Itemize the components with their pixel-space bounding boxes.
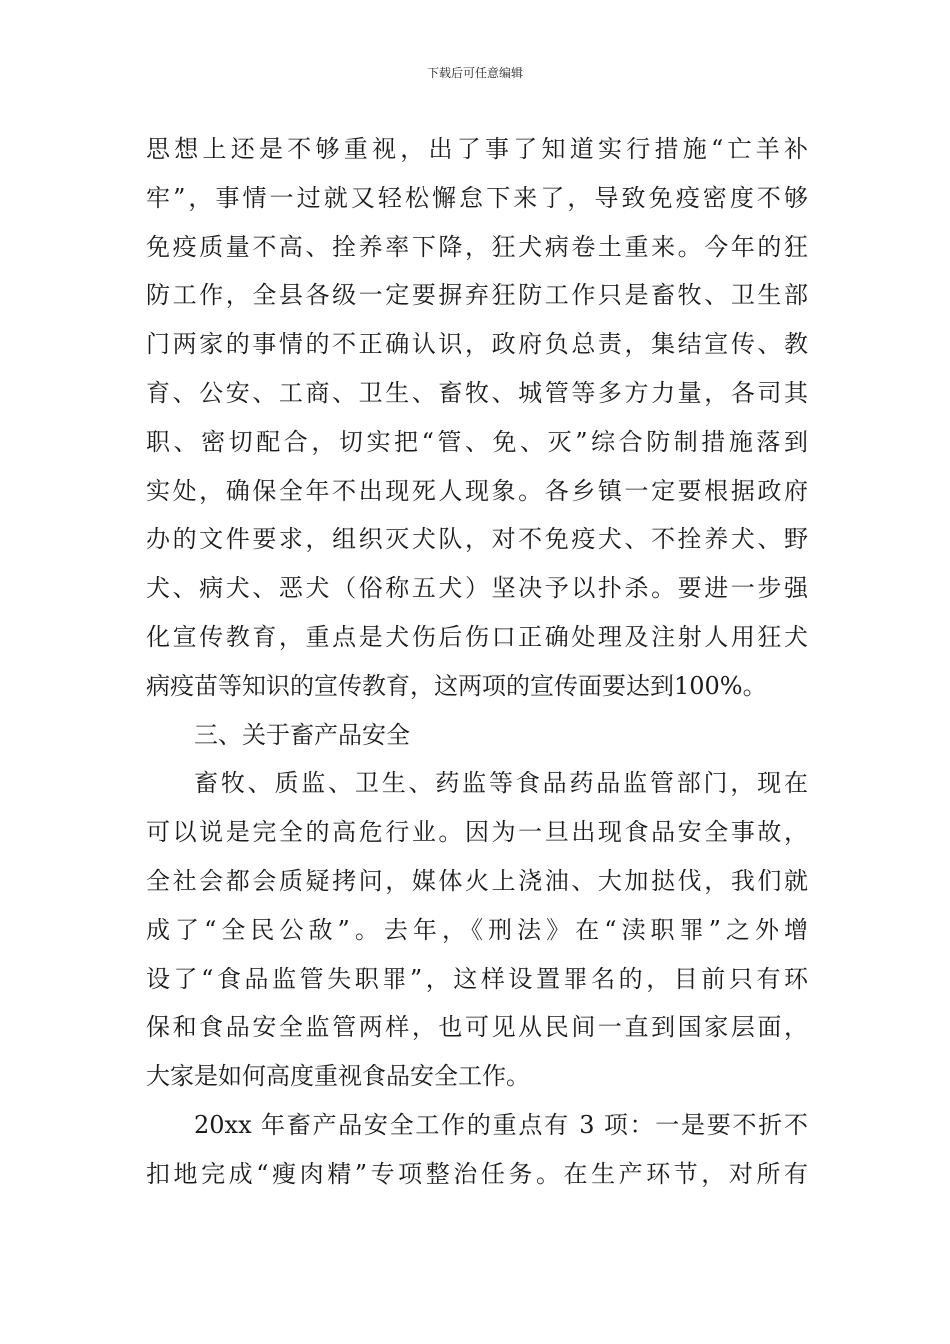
text-line: 保和食品安全监管两样，也可见从民间一直到国家层面，	[146, 1013, 808, 1042]
text-line: 病疫苗等知识的宣传教育，这两项的宣传面要达到100%。	[146, 671, 767, 700]
text-line: 门两家的事情的不正确认识，政府负总责，集结宣传、教	[146, 330, 808, 359]
text-line: 化宣传教育，重点是犬伤后伤口正确处理及注射人用狂犬	[146, 622, 808, 651]
text-line: 可以说是完全的高危行业。因为一旦出现食品安全事故，	[146, 818, 808, 847]
text-line: 扣地完成“瘦肉精”专项整治任务。在生产环节，对所有	[146, 1159, 808, 1188]
text-line: 全社会都会质疑拷问，媒体火上浇油、大加挞伐，我们就	[146, 866, 808, 895]
text-line: 犬、病犬、恶犬（俗称五犬）坚决予以扑杀。要进一步强	[146, 574, 808, 603]
page-header: 下载后可任意编辑	[426, 66, 523, 80]
text-line: 思想上还是不够重视，出了事了知道实行措施“亡羊补	[146, 135, 808, 163]
text-line: 设了“食品监管失职罪”，这样设置罪名的，目前只有环	[146, 964, 808, 993]
text-line: 大家是如何高度重视食品安全工作。	[146, 1062, 530, 1091]
text-line: 办的文件要求，组织灭犬队，对不免疫犬、不拴养犬、野	[146, 525, 808, 554]
text-line: 防工作，全县各级一定要摒弃狂防工作只是畜牧、卫生部	[146, 281, 808, 310]
document-body	[146, 125, 808, 1199]
text-line: 职、密切配合，切实把“管、免、灭”综合防制措施落到	[146, 427, 808, 456]
text-line: 实处，确保全年不出现死人现象。各乡镇一定要根据政府	[146, 476, 808, 505]
text-line: 免疫质量不高、拴养率下降，狂犬病卷土重来。今年的狂	[146, 232, 808, 261]
text-line: 20xx 年畜产品安全工作的重点有 3 项：一是要不折不	[194, 1110, 808, 1139]
text-line: 畜牧、质监、卫生、药监等食品药品监管部门，现在	[194, 769, 808, 798]
text-line: 育、公安、工商、卫生、畜牧、城管等多方力量，各司其	[146, 378, 808, 407]
text-line: 成了“全民公敌”。去年，《刑法》在“渎职罪”之外增	[146, 915, 808, 944]
text-line: 三、关于畜产品安全	[194, 720, 410, 749]
text-line: 牢”，事情一过就又轻松懈怠下来了，导致免疫密度不够	[146, 183, 808, 212]
